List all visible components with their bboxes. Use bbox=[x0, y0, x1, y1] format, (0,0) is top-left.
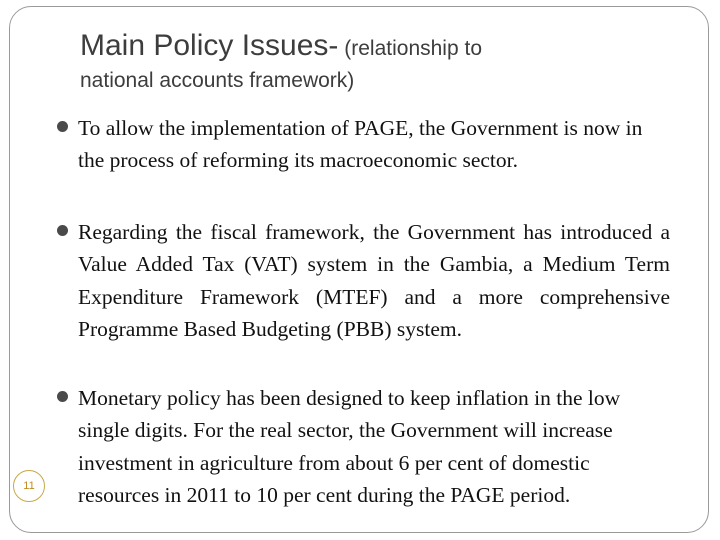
bullet-dot-icon bbox=[57, 391, 68, 402]
bullet-text: To allow the implementation of PAGE, the Government is now in the process of reforming its macroeconomic sector. bbox=[78, 116, 643, 173]
bullet-text: Regarding the fiscal framework, the Government has introduced a Value Added Tax (VAT) system in the Gambia, a Medium Term Expenditure Framework (MTEF) and a more comprehensive Programme Based Budgeting (PBB) system. bbox=[78, 220, 670, 341]
bullet-item-2 bbox=[56, 216, 670, 345]
title-subtitle-line2: national accounts framework) bbox=[80, 69, 355, 92]
bullet-dot-icon bbox=[57, 225, 68, 236]
bullet-item-1 bbox=[56, 112, 670, 177]
title-subtitle: (relationship to bbox=[338, 37, 482, 60]
slide-title bbox=[80, 26, 680, 94]
bullet-item-3 bbox=[56, 382, 670, 511]
page-number: 11 bbox=[13, 470, 45, 502]
bullet-text: Monetary policy has been designed to keep inflation in the low single digits. For the real sector, the Government will increase investment in agriculture from about 6 per cent of domestic resources in 2011 to 10 per cent during the PAGE period. bbox=[78, 386, 621, 507]
bullet-dot-icon bbox=[57, 121, 68, 132]
title-main: Main Policy Issues- bbox=[80, 29, 339, 62]
